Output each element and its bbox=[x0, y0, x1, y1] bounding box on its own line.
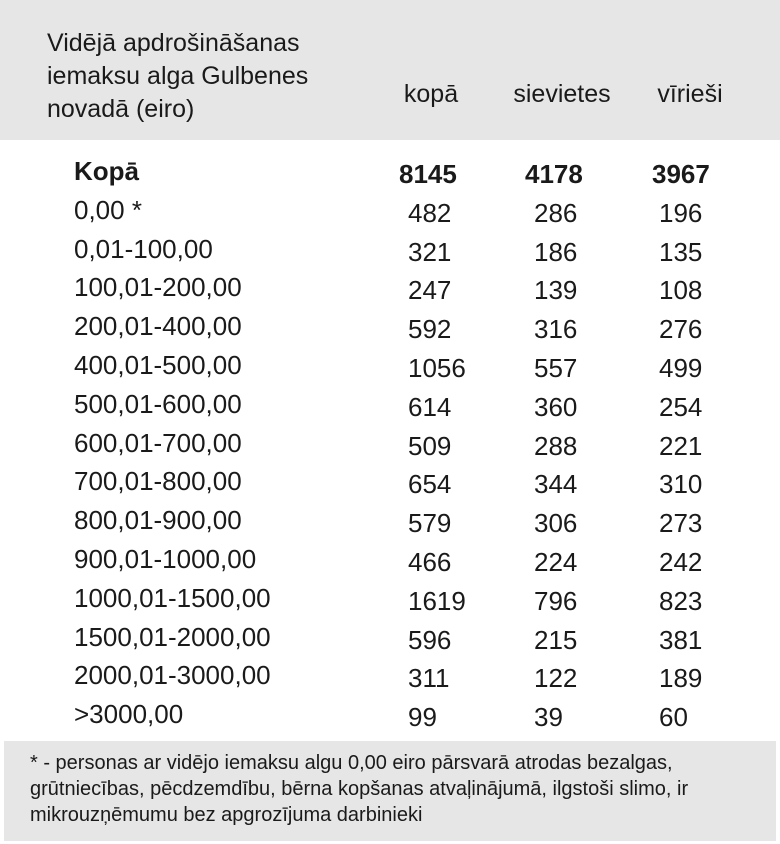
table-title: Vidējā apdrošināšanas iemaksu alga Gulbenes novadā (eiro) bbox=[47, 29, 309, 123]
cell-total: 509 bbox=[408, 430, 452, 461]
cell-total: 579 bbox=[408, 508, 452, 539]
cell-men: 3967 bbox=[652, 159, 710, 189]
cell-women: 288 bbox=[534, 430, 578, 461]
row-label: 800,01-900,00 bbox=[74, 505, 242, 536]
table-row bbox=[0, 385, 780, 424]
row-label: 2000,01-3000,00 bbox=[74, 660, 271, 691]
cell-total: 99 bbox=[408, 702, 437, 733]
table-row bbox=[0, 268, 780, 307]
cell-total: 654 bbox=[408, 469, 452, 500]
table-row bbox=[0, 695, 780, 734]
cell-women: 316 bbox=[534, 314, 578, 345]
table-row bbox=[0, 579, 780, 618]
cell-women: 39 bbox=[534, 702, 563, 733]
cell-men: 276 bbox=[659, 314, 703, 345]
cell-women: 186 bbox=[534, 236, 578, 267]
cell-total: 8145 bbox=[399, 159, 457, 189]
cell-women: 796 bbox=[534, 585, 578, 616]
cell-women: 215 bbox=[534, 624, 578, 655]
cell-men: 108 bbox=[659, 275, 703, 306]
table-row bbox=[0, 424, 780, 463]
column-header-total: kopā bbox=[403, 80, 459, 108]
cell-total: 1056 bbox=[408, 352, 466, 383]
cell-men: 381 bbox=[659, 624, 703, 655]
cell-men: 273 bbox=[659, 508, 703, 539]
cell-women: 557 bbox=[534, 352, 578, 383]
row-label: 700,01-800,00 bbox=[74, 466, 242, 497]
cell-total: 466 bbox=[408, 546, 452, 577]
column-header-women: sievietes bbox=[513, 80, 611, 108]
cell-total: 1619 bbox=[408, 585, 466, 616]
row-label: 500,01-600,00 bbox=[74, 388, 242, 419]
footnote-panel bbox=[4, 741, 776, 841]
table-row-total bbox=[0, 152, 780, 191]
cell-total: 311 bbox=[408, 663, 450, 694]
cell-men: 189 bbox=[659, 663, 703, 694]
cell-men: 254 bbox=[659, 391, 703, 422]
cell-women: 224 bbox=[534, 546, 578, 577]
row-label: 1000,01-1500,00 bbox=[74, 582, 271, 613]
cell-women: 344 bbox=[534, 469, 578, 500]
cell-men: 310 bbox=[659, 469, 703, 500]
table-row bbox=[0, 230, 780, 269]
table-row bbox=[0, 501, 780, 540]
cell-women: 286 bbox=[534, 197, 578, 228]
cell-men: 242 bbox=[659, 546, 703, 577]
table-row bbox=[0, 307, 780, 346]
cell-men: 60 bbox=[659, 702, 688, 733]
cell-women: 306 bbox=[534, 508, 578, 539]
row-label: 400,01-500,00 bbox=[74, 349, 242, 380]
column-header-men: vīrieši bbox=[657, 80, 723, 108]
row-label: 600,01-700,00 bbox=[74, 427, 242, 458]
row-label: 100,01-200,00 bbox=[74, 272, 242, 303]
cell-women: 122 bbox=[534, 663, 578, 694]
cell-total: 482 bbox=[408, 197, 452, 228]
cell-women: 139 bbox=[534, 275, 578, 306]
row-label: 200,01-400,00 bbox=[74, 311, 242, 342]
table-body bbox=[0, 152, 780, 734]
table-row bbox=[0, 462, 780, 501]
table-header bbox=[0, 0, 780, 140]
table-row bbox=[0, 540, 780, 579]
row-label: 0,00 * bbox=[74, 194, 142, 225]
cell-men: 823 bbox=[659, 585, 703, 616]
cell-women: 4178 bbox=[525, 159, 583, 189]
table-row bbox=[0, 656, 780, 695]
cell-total: 592 bbox=[408, 314, 452, 345]
cell-men: 135 bbox=[659, 236, 703, 267]
cell-total: 596 bbox=[408, 624, 452, 655]
row-label: 900,01-1000,00 bbox=[74, 543, 257, 574]
cell-total: 614 bbox=[408, 391, 452, 422]
table-row bbox=[0, 618, 780, 657]
row-label: >3000,00 bbox=[74, 699, 184, 730]
cell-women: 360 bbox=[534, 391, 578, 422]
row-label: 1500,01-2000,00 bbox=[74, 621, 271, 652]
cell-men: 499 bbox=[659, 352, 703, 383]
cell-total: 247 bbox=[408, 275, 452, 306]
cell-men: 221 bbox=[659, 430, 703, 461]
row-label: 0,01-100,00 bbox=[74, 233, 213, 264]
table-row bbox=[0, 191, 780, 230]
table-row bbox=[0, 346, 780, 385]
footnote-text: * - personas ar vidējo iemaksu algu 0,00 eiro pārsvarā atrodas bezalgas, grūtniecības, pēcdzemdību, bērna kopšanas atvaļinājumā, ilgstoši slimo, ir mikrouzņēmumu bez apgrozījuma darbinieki bbox=[30, 752, 689, 826]
row-label: Kopā bbox=[74, 156, 139, 186]
cell-men: 196 bbox=[659, 197, 703, 228]
cell-total: 321 bbox=[408, 236, 452, 267]
